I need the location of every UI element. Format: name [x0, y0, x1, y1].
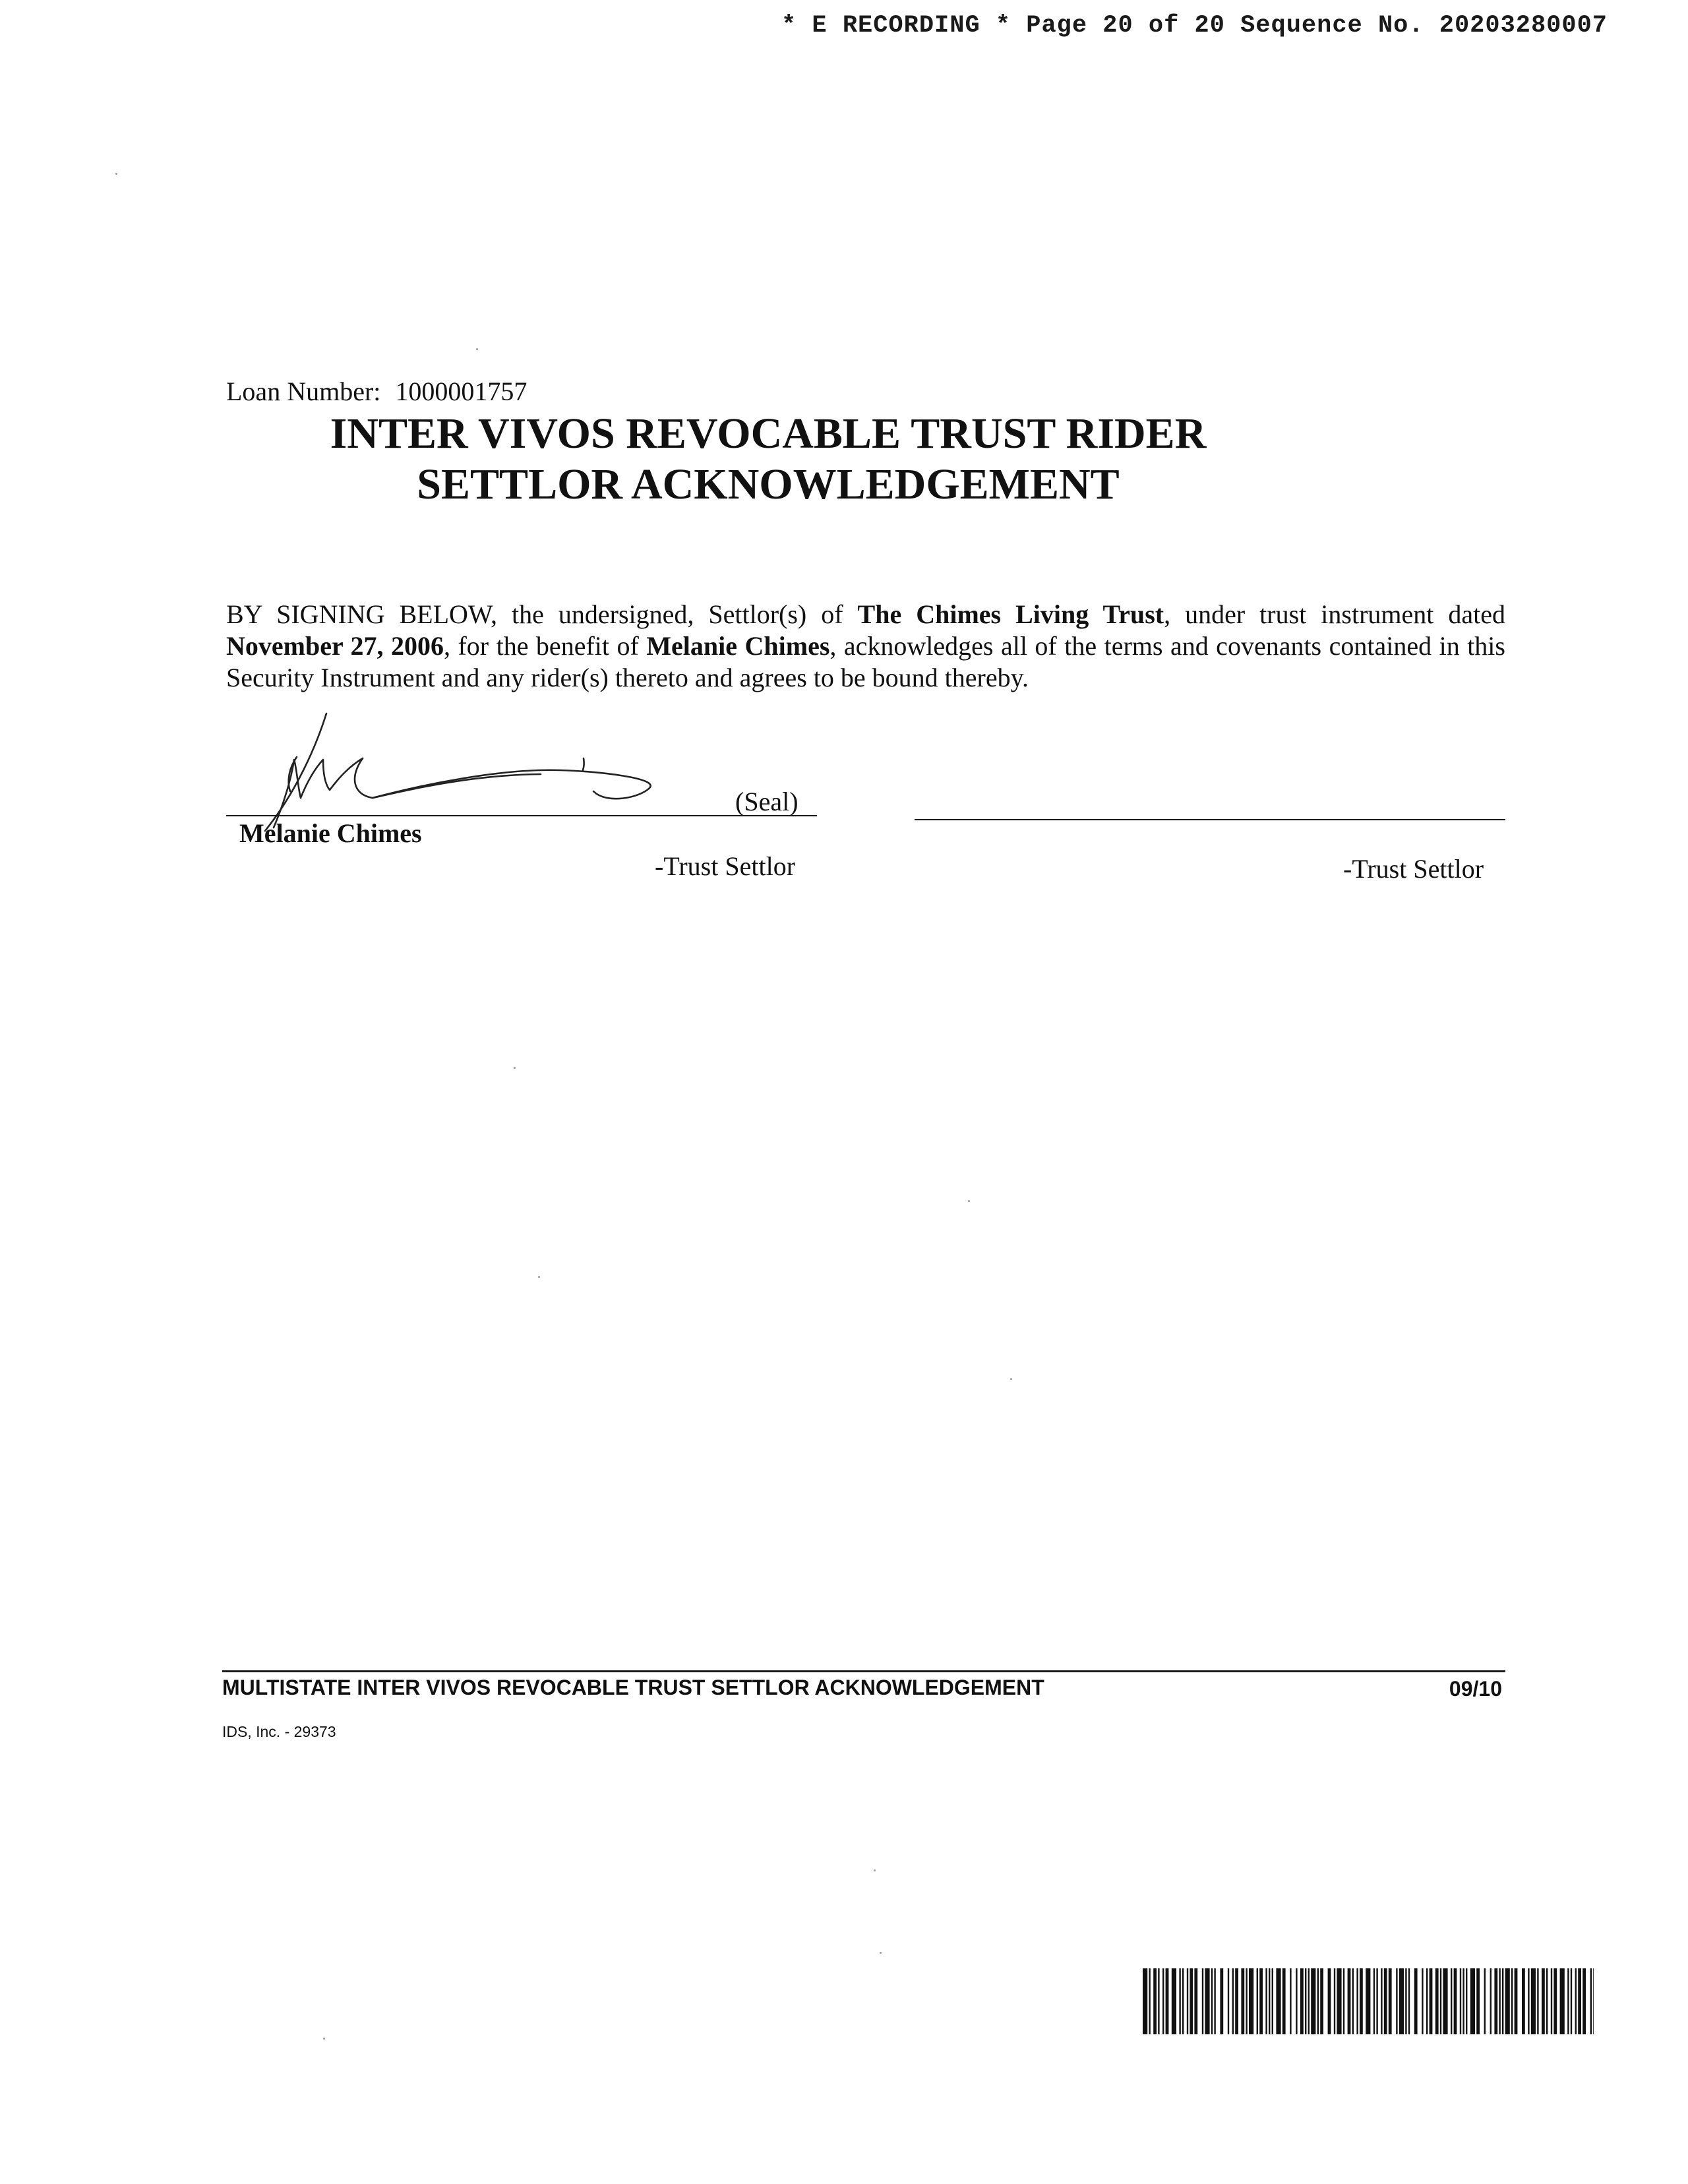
signature-line-2	[915, 819, 1505, 820]
paragraph-text-3: , for the benefit of	[443, 631, 647, 661]
barcode-bar	[1205, 1968, 1209, 2034]
signature-line-1	[226, 815, 817, 816]
barcode-bar	[1202, 1968, 1203, 2034]
acknowledgement-paragraph	[226, 599, 1505, 694]
scan-speck	[538, 1276, 540, 1278]
barcode-bar	[1214, 1968, 1215, 2034]
barcode-bar	[1320, 1968, 1323, 2034]
barcode-bar	[1454, 1968, 1457, 2034]
barcode-icon	[1143, 1968, 1594, 2034]
barcode-bar	[1466, 1968, 1467, 2034]
signer-name: Melanie Chimes	[239, 818, 422, 848]
barcode-bar	[1373, 1968, 1375, 2034]
scan-speck	[476, 348, 478, 350]
barcode-bar	[1232, 1968, 1234, 2034]
barcode-bar	[1422, 1968, 1423, 2034]
trust-name: The Chimes Living Trust	[857, 599, 1164, 629]
barcode-bar	[1149, 1968, 1150, 2034]
scan-speck	[880, 1952, 882, 1954]
barcode-bar	[1389, 1968, 1392, 2034]
barcode-bar	[1571, 1968, 1572, 2034]
footer-rule	[222, 1670, 1505, 1672]
barcode-bar	[1290, 1968, 1291, 2034]
trust-date: November 27, 2006	[226, 631, 444, 661]
barcode-bar	[1352, 1968, 1354, 2034]
barcode-bar	[1414, 1968, 1418, 2034]
barcode-bar	[1476, 1968, 1480, 2034]
barcode-bar	[1257, 1968, 1258, 2034]
footer-vendor: IDS, Inc. - 29373	[222, 1723, 336, 1740]
footer-form-title: MULTISTATE INTER VIVOS REVOCABLE TRUST SETTLOR ACKNOWLEDGEMENT	[222, 1676, 1044, 1699]
barcode-bar	[1399, 1968, 1404, 2034]
barcode-bar	[1511, 1968, 1513, 2034]
barcode-bar	[1305, 1968, 1306, 2034]
barcode-bar	[1435, 1968, 1439, 2034]
barcode-bar	[1282, 1968, 1286, 2034]
barcode-bar	[1187, 1968, 1188, 2034]
barcode-bar	[1272, 1968, 1273, 2034]
trust-settlor-label-1: -Trust Settlor	[655, 851, 796, 881]
barcode-bar	[1356, 1968, 1358, 2034]
barcode-bar	[1546, 1968, 1548, 2034]
barcode-bar	[1426, 1968, 1428, 2034]
barcode-bar	[1194, 1968, 1197, 2034]
barcode-bar	[1575, 1968, 1577, 2034]
barcode-bar	[1228, 1968, 1229, 2034]
barcode-bar	[1317, 1968, 1319, 2034]
loan-number-label: Loan Number:	[226, 377, 381, 406]
barcode-bar	[1460, 1968, 1461, 2034]
barcode-bar	[1360, 1968, 1363, 2034]
barcode-bar	[1396, 1968, 1397, 2034]
barcode-bar	[1211, 1968, 1213, 2034]
barcode-bar	[1308, 1968, 1310, 2034]
barcode-bar	[1405, 1968, 1406, 2034]
scan-speck	[514, 1067, 516, 1069]
barcode-bar	[1182, 1968, 1184, 2034]
barcode-bar	[1443, 1968, 1447, 2034]
barcode-bar	[1502, 1968, 1503, 2034]
barcode-bar	[1593, 1968, 1594, 2034]
barcode-bar	[1166, 1968, 1169, 2034]
scan-speck	[1010, 1378, 1012, 1380]
barcode-bar	[1567, 1968, 1569, 2034]
barcode-bar	[1259, 1968, 1263, 2034]
recording-header: * E RECORDING * Page 20 of 20 Sequence No. 20203280007	[781, 12, 1608, 40]
scan-speck	[115, 173, 117, 175]
barcode-bar	[1153, 1968, 1157, 2034]
barcode-bar	[1300, 1968, 1304, 2034]
scan-speck	[323, 2038, 325, 2040]
scan-speck	[874, 1869, 876, 1871]
barcode-bar	[1537, 1968, 1538, 2034]
barcode-bar	[1494, 1968, 1497, 2034]
beneficiary-name: Melanie Chimes	[646, 631, 830, 661]
barcode-bar	[1451, 1968, 1452, 2034]
barcode-bar	[1276, 1968, 1281, 2034]
barcode-bar	[1343, 1968, 1344, 2034]
barcode-bar	[1560, 1968, 1565, 2034]
barcode-bar	[1551, 1968, 1552, 2034]
barcode-bar	[1408, 1968, 1410, 2034]
barcode-bar	[1499, 1968, 1500, 2034]
barcode-bar	[1172, 1968, 1176, 2034]
loan-number-line	[226, 376, 527, 407]
barcode-bar	[1484, 1968, 1486, 2034]
barcode-bar	[1190, 1968, 1193, 2034]
loan-number-value: 1000001757	[395, 377, 528, 406]
document-title-line-1: INTER VIVOS REVOCABLE TRUST RIDER	[330, 410, 1207, 458]
scan-speck	[968, 1200, 970, 1202]
paragraph-text-2: , under trust instrument dated	[1164, 599, 1506, 629]
barcode-bar	[1296, 1968, 1297, 2034]
barcode-bar	[1470, 1968, 1475, 2034]
barcode-bar	[1384, 1968, 1387, 2034]
barcode-bar	[1462, 1968, 1464, 2034]
barcode-bar	[1582, 1968, 1586, 2034]
barcode-bar	[1440, 1968, 1441, 2034]
barcode-bar	[1246, 1968, 1247, 2034]
document-title-line-2: SETTLOR ACKNOWLEDGEMENT	[417, 460, 1120, 508]
barcode-bar	[1553, 1968, 1557, 2034]
barcode-bar	[1269, 1968, 1270, 2034]
barcode-bar	[1531, 1968, 1536, 2034]
barcode-bar	[1311, 1968, 1315, 2034]
seal-label: (Seal)	[735, 787, 799, 816]
barcode-bar	[1515, 1968, 1518, 2034]
barcode-bar	[1430, 1968, 1433, 2034]
barcode-bar	[1590, 1968, 1592, 2034]
barcode-bar	[1505, 1968, 1510, 2034]
trust-settlor-label-2: -Trust Settlor	[1343, 854, 1484, 884]
barcode-bar	[1158, 1968, 1159, 2034]
barcode-bar	[1490, 1968, 1492, 2034]
footer-form-code: 09/10	[1449, 1677, 1502, 1701]
barcode-bar	[1376, 1968, 1377, 2034]
barcode-bar	[1328, 1968, 1331, 2034]
barcode-bar	[1522, 1968, 1525, 2034]
barcode-bar	[1366, 1968, 1370, 2034]
barcode-bar	[1337, 1968, 1341, 2034]
barcode-bar	[1162, 1968, 1164, 2034]
barcode-bar	[1578, 1968, 1581, 2034]
barcode-bar	[1220, 1968, 1223, 2034]
barcode-bar	[1381, 1968, 1382, 2034]
paragraph-text-1: BY SIGNING BELOW, the undersigned, Settlor(s) of	[226, 599, 858, 629]
barcode-bar	[1241, 1968, 1244, 2034]
barcode-bar	[1334, 1968, 1335, 2034]
barcode-bar	[1542, 1968, 1545, 2034]
barcode-bar	[1179, 1968, 1180, 2034]
barcode-bar	[1249, 1968, 1253, 2034]
barcode-bar	[1143, 1968, 1147, 2034]
paragraph-text-4: , acknowledges all of the terms and covenants contained in this Security Instrument and any rider(s) thereto and agrees to be bound thereby.	[226, 631, 1505, 692]
barcode-bar	[1265, 1968, 1267, 2034]
barcode-bar	[1528, 1968, 1529, 2034]
barcode-bar	[1348, 1968, 1351, 2034]
barcode-bar	[1235, 1968, 1238, 2034]
